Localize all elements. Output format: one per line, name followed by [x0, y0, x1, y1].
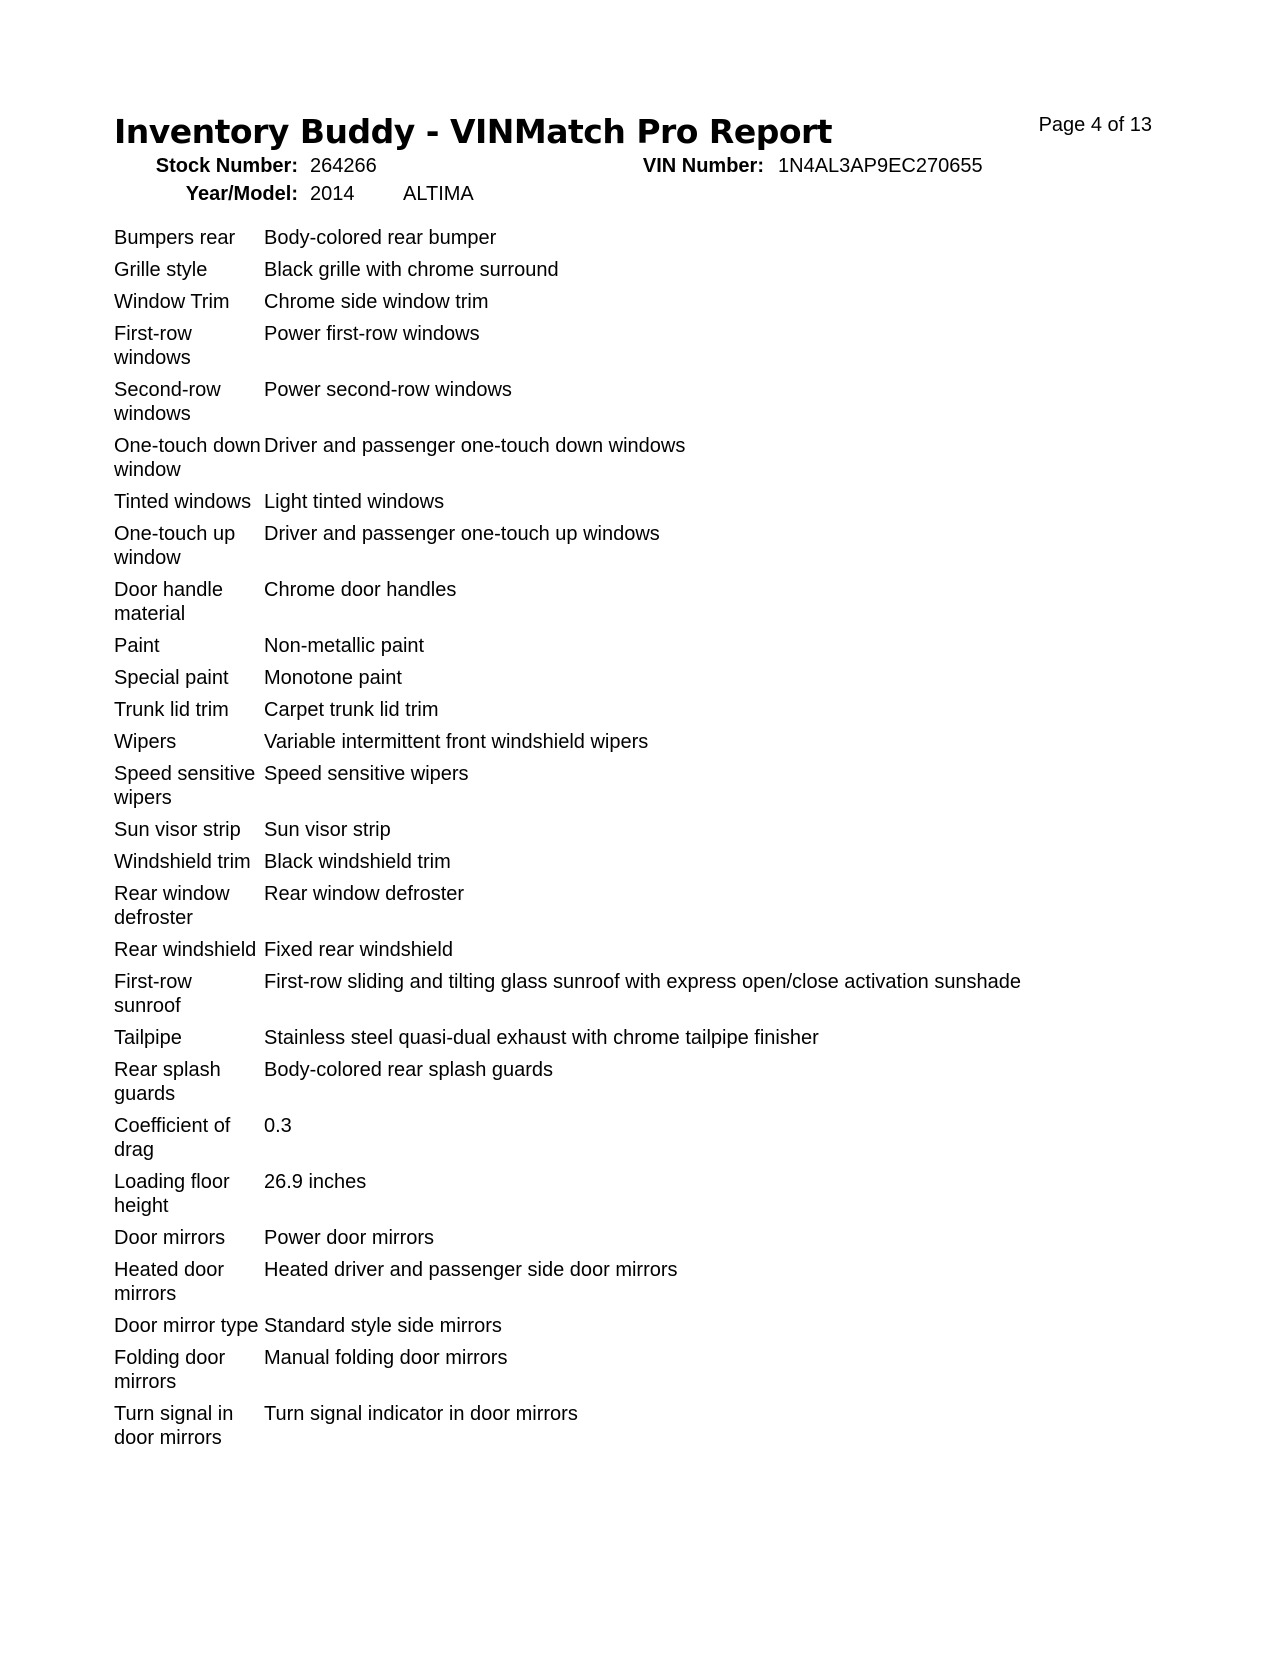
spec-value: Heated driver and passenger side door mirrors	[264, 1259, 678, 1281]
spec-row	[114, 970, 1134, 1018]
spec-value: 26.9 inches	[264, 1171, 367, 1193]
spec-label: Grille style	[114, 259, 208, 281]
spec-value: Power second-row windows	[264, 379, 512, 401]
spec-value: Non-metallic paint	[264, 635, 425, 657]
spec-label: Special paint	[114, 667, 229, 689]
spec-label: Turn signal in door mirrors	[114, 1403, 234, 1449]
spec-row	[114, 762, 1134, 810]
spec-row	[114, 522, 1134, 570]
spec-row	[114, 1314, 1134, 1338]
spec-row	[114, 1058, 1134, 1106]
spec-value: Driver and passenger one-touch up windows	[264, 523, 660, 545]
spec-value: Black windshield trim	[264, 851, 451, 873]
report-title: Inventory Buddy - VINMatch Pro Report	[114, 112, 833, 151]
spec-label: Wipers	[114, 731, 177, 753]
spec-value: Chrome side window trim	[264, 291, 489, 313]
spec-row	[114, 818, 1134, 842]
spec-row	[114, 882, 1134, 930]
year-model-label: Year/Model:	[185, 183, 298, 205]
spec-value: 0.3	[264, 1115, 292, 1137]
spec-row	[114, 1346, 1134, 1394]
spec-value: Stainless steel quasi-dual exhaust with chrome tailpipe finisher	[264, 1027, 819, 1049]
spec-label: Second-row windows	[114, 379, 221, 425]
spec-label: Folding door mirrors	[114, 1347, 226, 1393]
spec-value: Manual folding door mirrors	[264, 1347, 508, 1369]
vin-number-value: 1N4AL3AP9EC270655	[778, 155, 983, 177]
spec-row	[114, 226, 1134, 250]
spec-row	[114, 434, 1134, 482]
spec-value: Power door mirrors	[264, 1227, 435, 1249]
spec-value: Rear window defroster	[264, 883, 465, 905]
spec-value: Variable intermittent front windshield wipers	[264, 731, 649, 753]
spec-label: Window Trim	[114, 291, 230, 313]
spec-label: Paint	[114, 635, 160, 657]
spec-value: Fixed rear windshield	[264, 939, 453, 961]
spec-row	[114, 1258, 1134, 1306]
spec-row	[114, 1402, 1134, 1450]
spec-row	[114, 578, 1134, 626]
spec-row	[114, 378, 1134, 426]
spec-value: Black grille with chrome surround	[264, 259, 559, 281]
spec-value: Chrome door handles	[264, 579, 457, 601]
spec-row	[114, 938, 1134, 962]
spec-label: Sun visor strip	[114, 819, 241, 841]
spec-label: Rear splash guards	[114, 1059, 221, 1105]
spec-row	[114, 666, 1134, 690]
spec-row	[114, 258, 1134, 282]
spec-value: Turn signal indicator in door mirrors	[264, 1403, 578, 1425]
spec-value: Monotone paint	[264, 667, 402, 689]
spec-row	[114, 1226, 1134, 1250]
spec-row	[114, 290, 1134, 314]
spec-label: Bumpers rear	[114, 227, 236, 249]
vin-number-label: VIN Number:	[642, 155, 764, 177]
spec-row	[114, 850, 1134, 874]
stock-number-value: 264266	[310, 155, 377, 177]
year-value: 2014	[310, 183, 355, 205]
spec-value: Power first-row windows	[264, 323, 480, 345]
spec-value: Driver and passenger one-touch down windows	[264, 435, 686, 457]
spec-label: Tinted windows	[114, 491, 252, 513]
spec-row	[114, 730, 1134, 754]
spec-row	[114, 698, 1134, 722]
spec-row	[114, 634, 1134, 658]
spec-label: Rear windshield	[114, 939, 257, 961]
spec-label: One-touch up window	[114, 523, 236, 569]
spec-value: Carpet trunk lid trim	[264, 699, 439, 721]
spec-label: Windshield trim	[114, 851, 251, 873]
spec-value: Light tinted windows	[264, 491, 445, 513]
spec-label: Door mirrors	[114, 1227, 226, 1249]
spec-label: Loading floor height	[114, 1171, 230, 1217]
spec-label: Speed sensitive wipers	[114, 763, 256, 809]
spec-table	[114, 226, 1134, 1458]
spec-row	[114, 1026, 1134, 1050]
spec-value: Speed sensitive wipers	[264, 763, 469, 785]
spec-label: Rear window defroster	[114, 883, 230, 929]
spec-value: Sun visor strip	[264, 819, 391, 841]
spec-label: Door handle material	[114, 579, 223, 625]
spec-row	[114, 1114, 1134, 1162]
spec-value: Standard style side mirrors	[264, 1315, 502, 1337]
spec-label: Trunk lid trim	[114, 699, 229, 721]
spec-value: First-row sliding and tilting glass sunroof with express open/close activation sunshade	[264, 971, 1022, 993]
spec-label: First-row sunroof	[114, 971, 192, 1017]
spec-row	[114, 490, 1134, 514]
stock-number-label: Stock Number:	[155, 155, 298, 177]
spec-value: Body-colored rear splash guards	[264, 1059, 554, 1081]
spec-value: Body-colored rear bumper	[264, 227, 497, 249]
spec-label: First-row windows	[114, 323, 192, 369]
spec-label: Coefficient of drag	[114, 1115, 231, 1161]
spec-label: Door mirror type	[114, 1315, 259, 1337]
spec-label: One-touch down window	[114, 435, 261, 481]
spec-row	[114, 1170, 1134, 1218]
page-number: Page 4 of 13	[1038, 114, 1152, 136]
spec-label: Heated door mirrors	[114, 1259, 225, 1305]
spec-row	[114, 322, 1134, 370]
model-value: ALTIMA	[403, 183, 474, 205]
spec-label: Tailpipe	[114, 1027, 182, 1049]
